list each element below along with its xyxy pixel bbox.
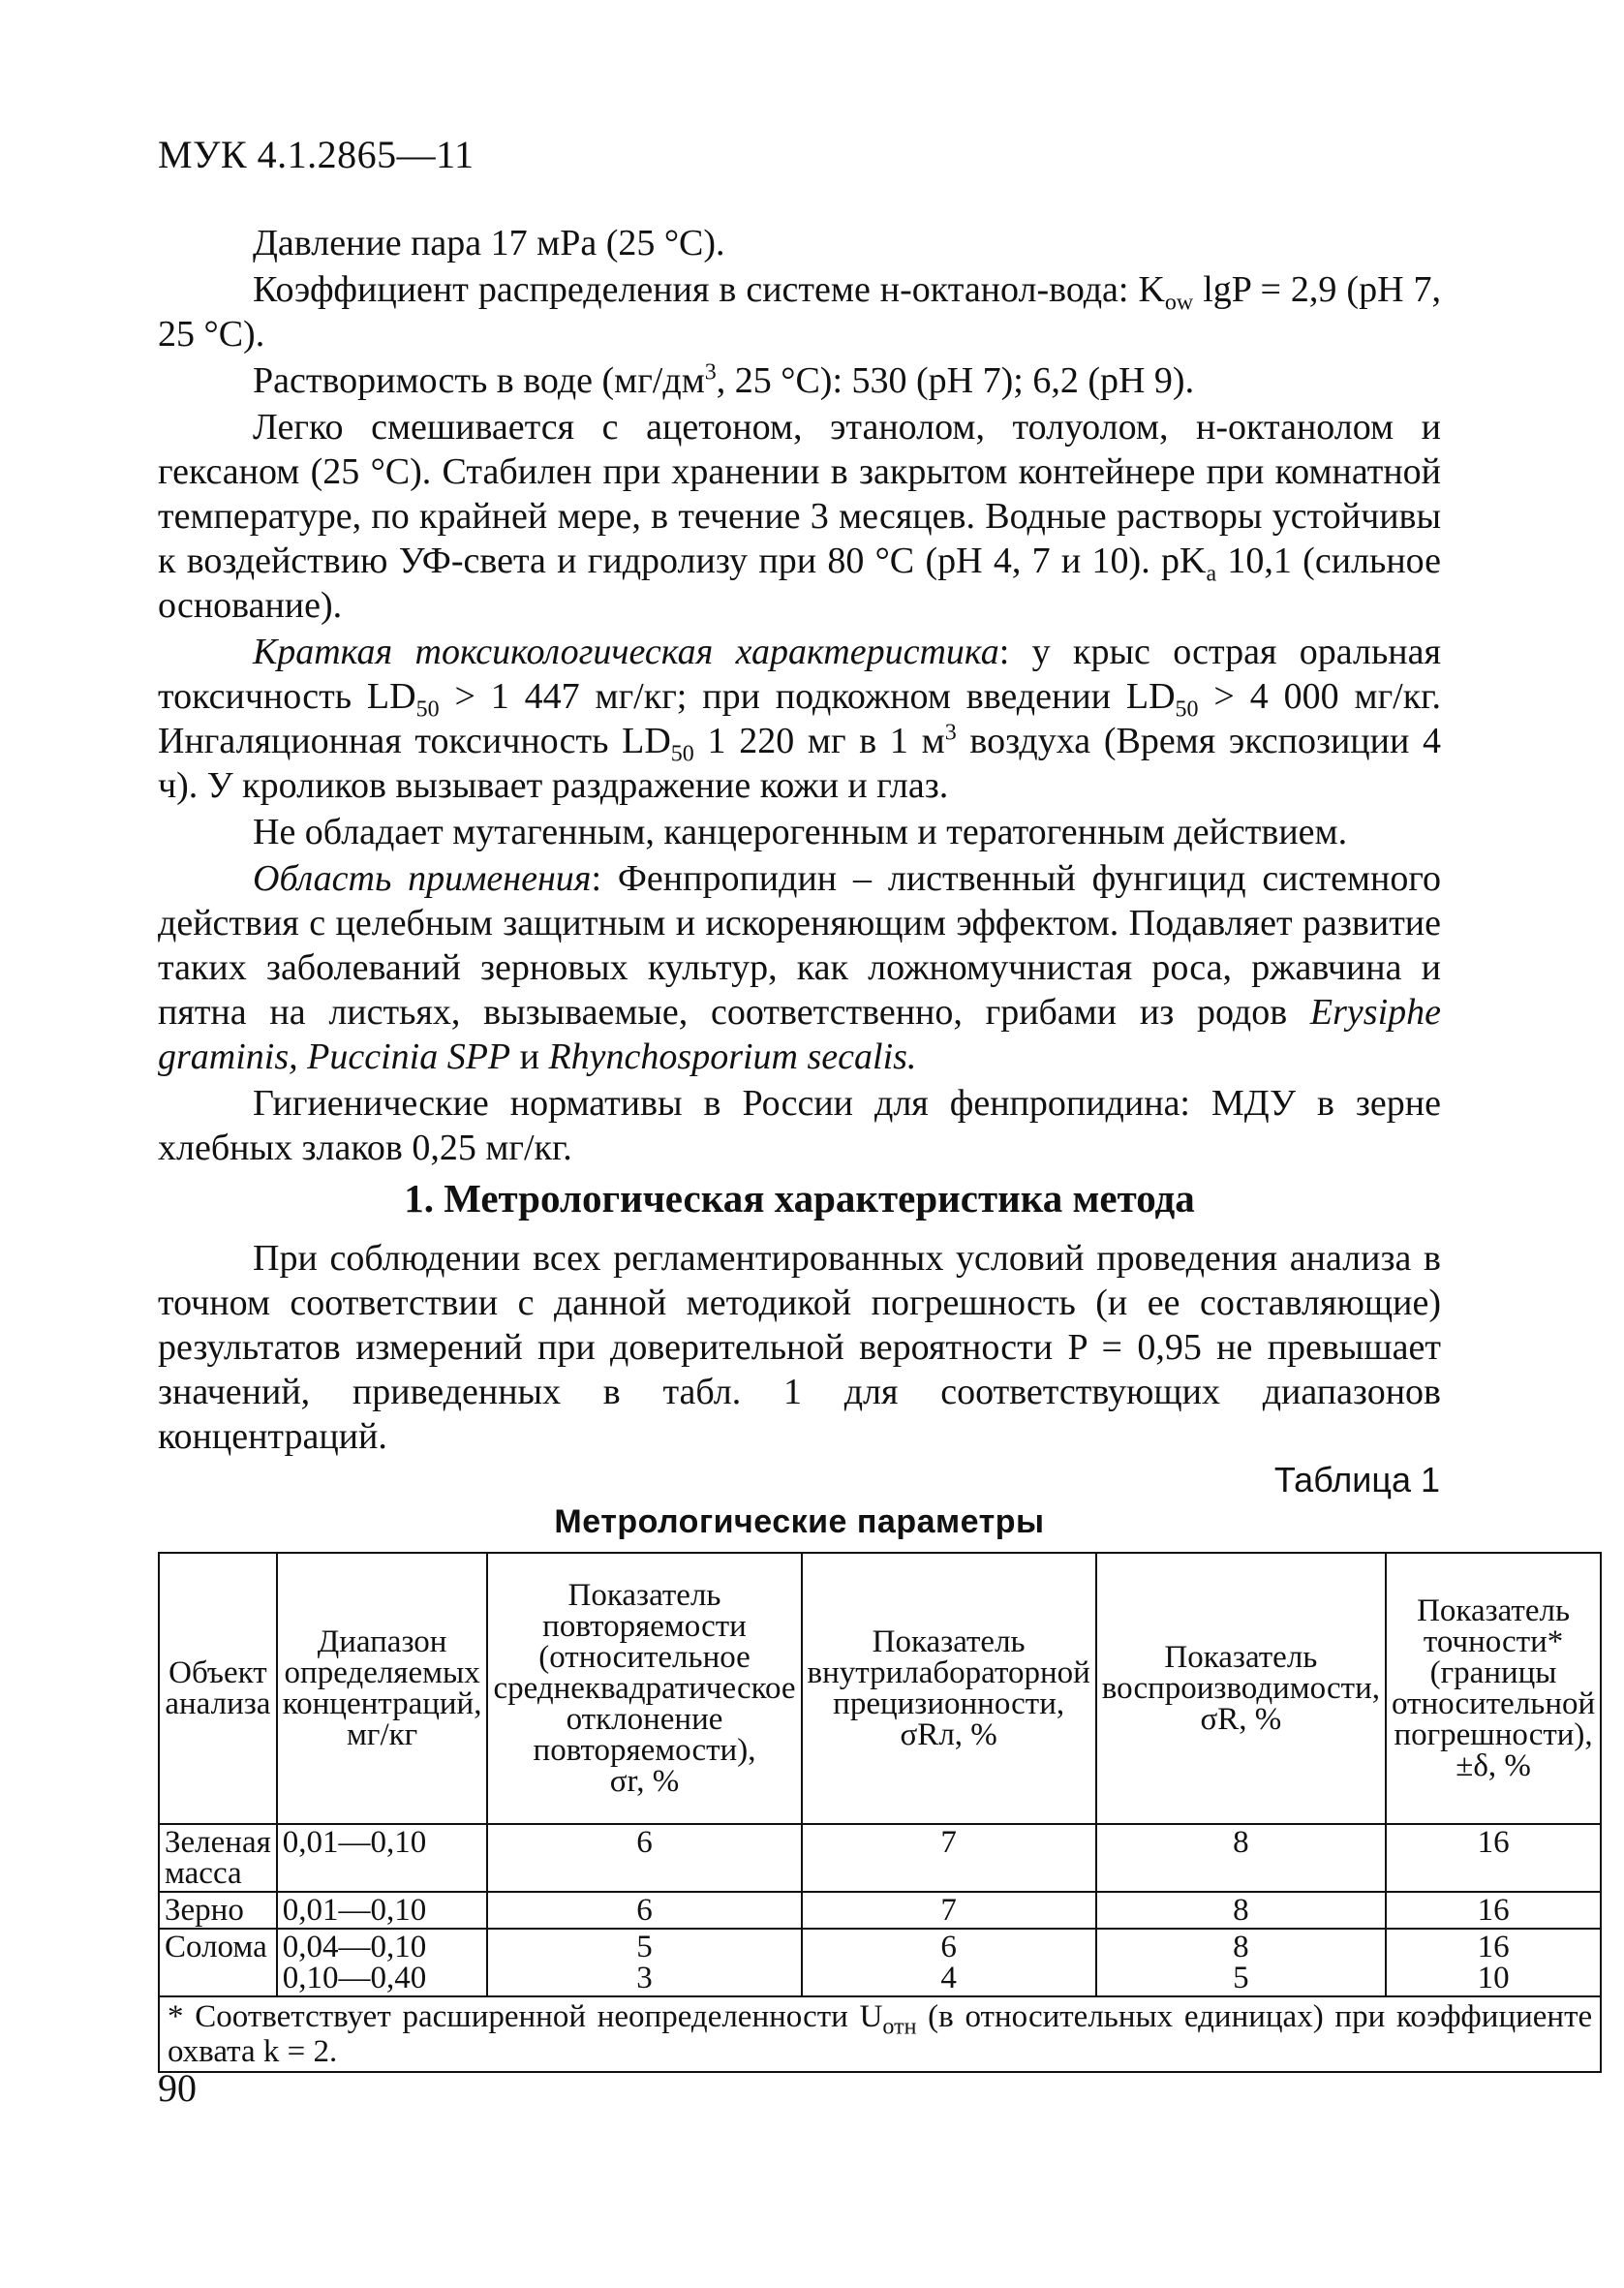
table-footnote: * Соответствует расширенной неопределенности $U_{отн}$ (в относительных единицах) при коэффициенте охвата k = 2. — [159, 1996, 1601, 2072]
header-object: Объект анализа — [159, 1553, 277, 1824]
table-row: Солома 0,04—0,10 0,10—0,40 5 3 6 4 8 5 16 10 — [159, 1929, 1601, 1996]
table-title: Метрологические параметры — [554, 1503, 1045, 1540]
header-reproducibility: Показатель воспроизводимости, σR, % — [1096, 1553, 1386, 1824]
metrology-table — [158, 1552, 1602, 2073]
paragraph-mutagenicity: Не обладает мутагенным, канцерогенным и тератогенным действием. — [253, 812, 1348, 852]
header-intralab-precision: Показатель внутрилабораторной прецизионности, σRл, % — [802, 1553, 1096, 1824]
page-number: 90 — [158, 2066, 197, 2110]
paragraph-solubility: Растворимость в воде ($мг/дм^3$, 25 °С): 530 (pH 7); 6,2 (pH 9). — [253, 359, 1195, 401]
section-paragraph: При соблюдении всех регламентированных условий проведения анализа в точном соответствии с данной методикой погрешность (и ее составляющие) результатов измерений при доверительной вероятности P = 0,95 не превышает значений, приведенных в табл. 1 для соответствующих диапазонов концентраций. — [158, 1238, 1441, 1457]
section-text — [158, 1236, 1441, 1459]
paragraph-miscibility: Легко смешивается с ацетоном, этанолом, толуолом, н-октанолом и гексаном (25 °С). Стабилен при хранении в закрытом контейнере при комнатной температуре, по крайней мере, в течение 3 месяцев. Водные растворы устойчивы к воздействию УФ-света и гидролизу при 80 °С (pH 4, 7 и 10). $pK_a$ 10,1 (сильное основание). — [158, 407, 1441, 626]
document-code: МУК 4.1.2865—11 — [158, 133, 475, 176]
body-text — [158, 221, 1441, 1172]
paragraph-toxicology: Краткая токсикологическая характеристика: у крыс острая оральная токсичность $LD_{50} > 1$ 447 мг/кг; при подкожном введении $LD_{50} > 4$ 000 мг/кг. Ингаляционная токсичность $LD_{50}$ 1 220 мг в 1 $м^3$ воздуха (Время экспозиции 4 ч). У кроликов вызывает раздражение кожи и глаз. — [158, 632, 1442, 806]
header-range: Диапазон определяемых концентраций, мг/кг — [277, 1553, 488, 1824]
table-footnote-row — [159, 1996, 1601, 2072]
header-repeatability: Показатель повторяемости (относительное среднеквадратическое отклонение повторяемости), σr, % — [487, 1553, 801, 1824]
paragraph-application: Область применения: Фенпропидин – лиственный фунгицид системного действия с целебным защитным и искореняющим эффектом. Подавляет развитие таких заболеваний зерновых культур, как ложномучнистая роса, ржавчина и пятна на листьях, вызываемые, соответственно, грибами из родов Erysiphe graminis, Puccinia SPP и Rhynchosporium secalis. — [158, 858, 1441, 1077]
paragraph-vapor-pressure: Давление пара 17 мРа (25 °С). — [253, 223, 725, 263]
table-row: Зерно 0,01—0,10 6 7 8 16 — [159, 1892, 1601, 1929]
table-header-row — [159, 1553, 1601, 1824]
header-accuracy: Показатель точности* (границы относительной погрешности), ±δ, % — [1386, 1553, 1601, 1824]
table-row: Зеленая масса 0,01—0,10 6 7 8 16 — [159, 1824, 1601, 1892]
table-label: Таблица 1 — [1273, 1460, 1440, 1500]
paragraph-partition-coefficient: Коэффициент распределения в системе н-октанол-вода: $K_{ow}$ lgP = 2,9 (pH 7, 25 °С). — [158, 269, 1442, 355]
paragraph-hygiene-norms: Гигиенические нормативы в России для фенпропидина: МДУ в зерне хлебных злаков 0,25 мг/кг. — [158, 1083, 1441, 1168]
section-heading: 1. Метрологическая характеристика метода — [404, 1176, 1195, 1221]
